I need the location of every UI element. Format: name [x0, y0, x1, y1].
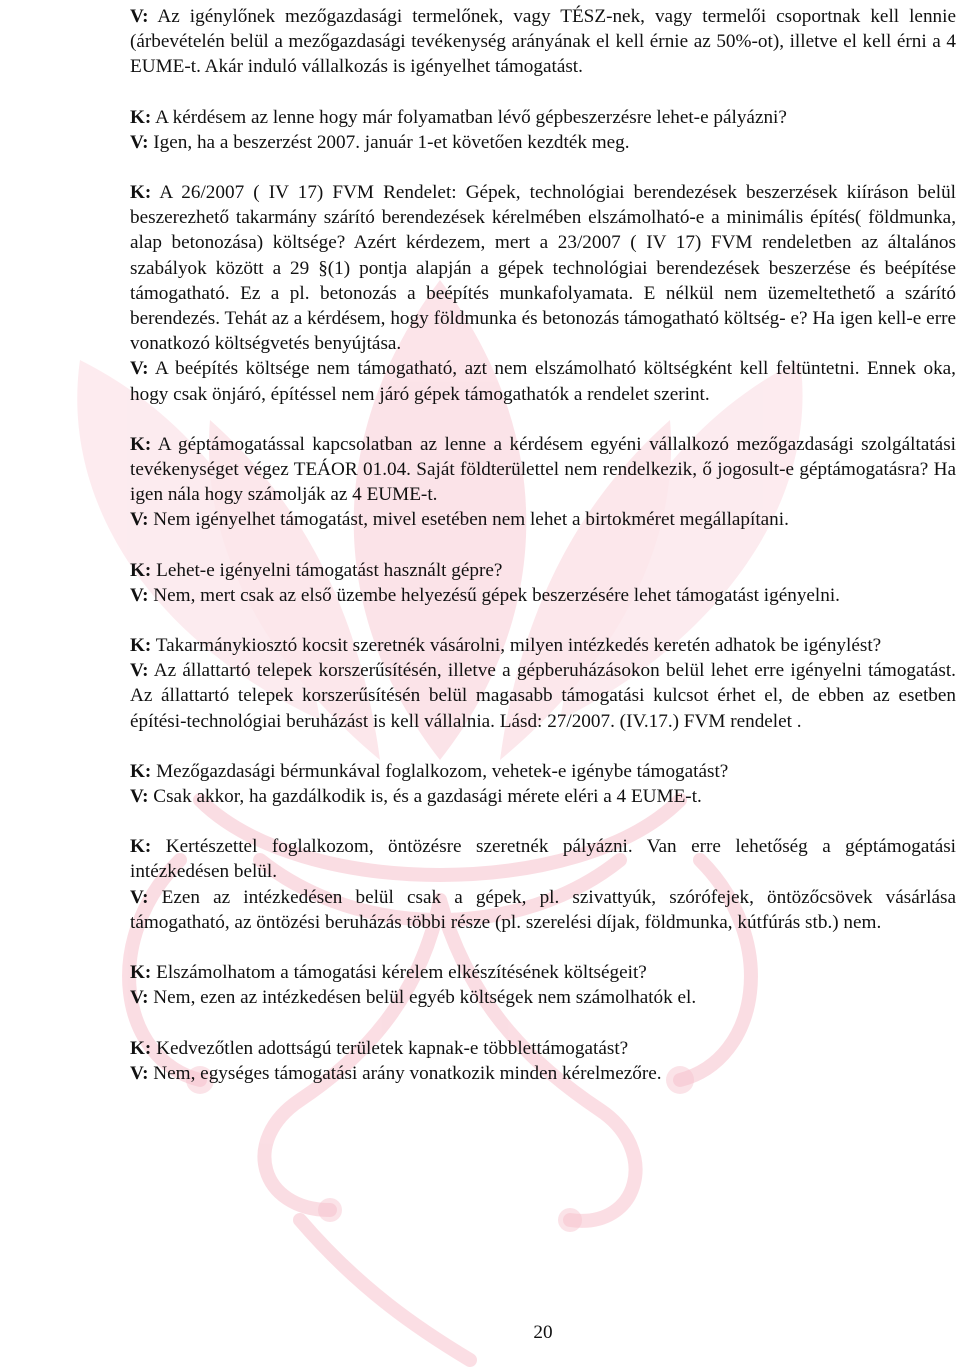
answer-paragraph — [130, 985, 956, 1010]
answer-prefix: V: — [130, 786, 149, 808]
answer-prefix: V: — [130, 509, 149, 531]
answer-paragraph — [130, 356, 956, 406]
question-prefix: K: — [130, 106, 152, 128]
answer-text: Csak akkor, ha gazdálkodik is, és a gazdasági mérete eléri a 4 EUME-t. — [153, 786, 702, 808]
answer-text: Nem, ezen az intézkedésen belül egyéb költségek nem számolhatók el. — [153, 987, 697, 1009]
qa-block-8 — [130, 834, 956, 935]
question-paragraph — [130, 1036, 956, 1061]
question-text: Lehet-e igényelni támogatást használt gépre? — [156, 559, 503, 581]
qa-block-7 — [130, 759, 956, 809]
question-text: Mezőgazdasági bérmunkával foglalkozom, vehetek-e igénybe támogatást? — [156, 760, 729, 782]
answer-text: Az igénylőnek mezőgazdasági termelőnek, vagy TÉSZ-nek, vagy termelői csoportnak kell lennie (árbevételén belül a mezőgazdasági tevékenység arányának el kell érnie az 50%-ot), illetve el kell érni a 4 EUME-t. Akár induló vállalkozás is igényelhet támogatást. — [130, 6, 956, 78]
question-paragraph — [130, 432, 956, 508]
answer-text: Nem igényelhet támogatást, mivel esetében nem lehet a birtokméret megállapítani. — [153, 509, 789, 531]
answer-paragraph — [130, 583, 956, 608]
answer-paragraph — [130, 4, 956, 80]
answer-paragraph — [130, 507, 956, 532]
question-text: A géptámogatással kapcsolatban az lenne a kérdésem egyéni vállalkozó mezőgazdasági szolgáltatási tevékenységet végez TEÁOR 01.04. Saját földterülettel nem rendelkezik, ő jogosult-e géptámogatásra? Ha igen nála hogy számolják az 4 EUME-t. — [130, 433, 956, 506]
answer-prefix: V: — [130, 886, 149, 908]
question-text: Takarmánykiosztó kocsit szeretnék vásárolni, milyen intézkedés keretén adhatok be igénylést? — [155, 635, 882, 657]
answer-text: Igen, ha a beszerzést 2007. január 1-et követően kezdték meg. — [153, 131, 630, 153]
qa-block-10 — [130, 1036, 956, 1086]
qa-block-2 — [130, 105, 956, 155]
question-prefix: K: — [130, 559, 152, 581]
question-paragraph — [130, 105, 956, 130]
answer-text: Nem, egységes támogatási arány vonatkozik minden kérelmezőre. — [153, 1062, 662, 1084]
question-text: Kedvezőtlen adottságú területek kapnak-e többlettámogatást? — [156, 1037, 629, 1059]
question-prefix: K: — [130, 1037, 152, 1059]
answer-prefix: V: — [130, 358, 149, 380]
qa-block-4 — [130, 432, 956, 533]
answer-paragraph — [130, 885, 956, 935]
answer-paragraph — [130, 784, 956, 809]
answer-paragraph — [130, 1061, 956, 1086]
question-paragraph — [130, 759, 956, 784]
question-prefix: K: — [130, 962, 152, 984]
question-prefix: K: — [130, 182, 152, 204]
qa-block-3 — [130, 180, 956, 407]
question-paragraph — [130, 633, 956, 658]
question-paragraph — [130, 834, 956, 884]
qa-block-6 — [130, 633, 956, 734]
question-prefix: K: — [130, 433, 152, 455]
page-number: 20 — [533, 1322, 553, 1343]
question-text: Elszámolhatom a támogatási kérelem elkészítésének költségeit? — [156, 962, 647, 984]
question-prefix: K: — [130, 836, 152, 858]
answer-paragraph — [130, 658, 956, 734]
question-paragraph — [130, 960, 956, 985]
answer-text: Ezen az intézkedésen belül csak a gépek, pl. szivattyúk, szórófejek, öntözőcsövek vásárlása támogatható, az öntözési beruházás többi része (pl. szerelési díjak, földmunka, kútfúrás stb.) nem. — [130, 886, 957, 933]
question-text: A kérdésem az lenne hogy már folyamatban lévő gépbeszerzésre lehet-e pályázni? — [155, 106, 787, 128]
answer-prefix: V: — [130, 987, 149, 1009]
answer-prefix: V: — [130, 584, 149, 606]
answer-text: Az állattartó telepek korszerűsítésén, illetve a gépberuházásokon belül lehet erre igényelni támogatást. Az állattartó telepek korszerűsítésén belül magasabb támogatási kulcsot érhet el, de ebben az esetben építési-technológiai beruházást is kell vállalnia. Lásd: 27/2007. (IV.17.) FVM rendelet . — [130, 660, 956, 732]
answer-prefix: V: — [130, 131, 149, 153]
qa-block-1 — [130, 4, 956, 80]
answer-prefix: V: — [130, 6, 149, 27]
answer-text: Nem, mert csak az első üzembe helyezésű gépek beszerzésére lehet támogatást igényelni. — [153, 584, 840, 606]
question-text: Kertészettel foglalkozom, öntözésre szeretnék pályázni. Van erre lehetőség a géptámogatási intézkedésen belül. — [130, 836, 957, 883]
answer-paragraph — [130, 130, 956, 155]
answer-prefix: V: — [130, 1062, 149, 1084]
question-paragraph — [130, 180, 956, 356]
question-text: A 26/2007 ( IV 17) FVM Rendelet: Gépek, technológiai berendezések beszerzések kiíráson belül beszerezhető takarmány szárító berendezések kérelmében elszámolható-e a minimális építés( földmunka, alap betonozása) költsége? Azért kérdezem, mert a 23/2007 ( IV 17) FVM rendeletben az általános szabályok között a 29 §(1) pontja alapján a gépek technológiai berendezések beszerzése és beépítése támogatható. Ez a pl. betonozás a beépítés munkafolyamata. E nélkül nem üzemeltethető a szárító berendezés. Tehát az a kérdésem, hogy földmunka és betonozás támogatható költség- e? Ha igen kell-e erre vonatkozó költségvetés benyújtása. — [130, 182, 956, 355]
question-prefix: K: — [130, 635, 152, 657]
document-body — [130, 4, 956, 1111]
answer-text: A beépítés költsége nem támogatható, azt nem elszámolható költségként kell feltüntetni. Ennek oka, hogy csak önjáró, építéssel nem járó gépek támogathatók a rendelet szerint. — [130, 358, 956, 405]
qa-block-5 — [130, 558, 956, 608]
question-paragraph — [130, 558, 956, 583]
answer-prefix: V: — [130, 660, 149, 682]
qa-block-9 — [130, 960, 956, 1010]
question-prefix: K: — [130, 760, 152, 782]
